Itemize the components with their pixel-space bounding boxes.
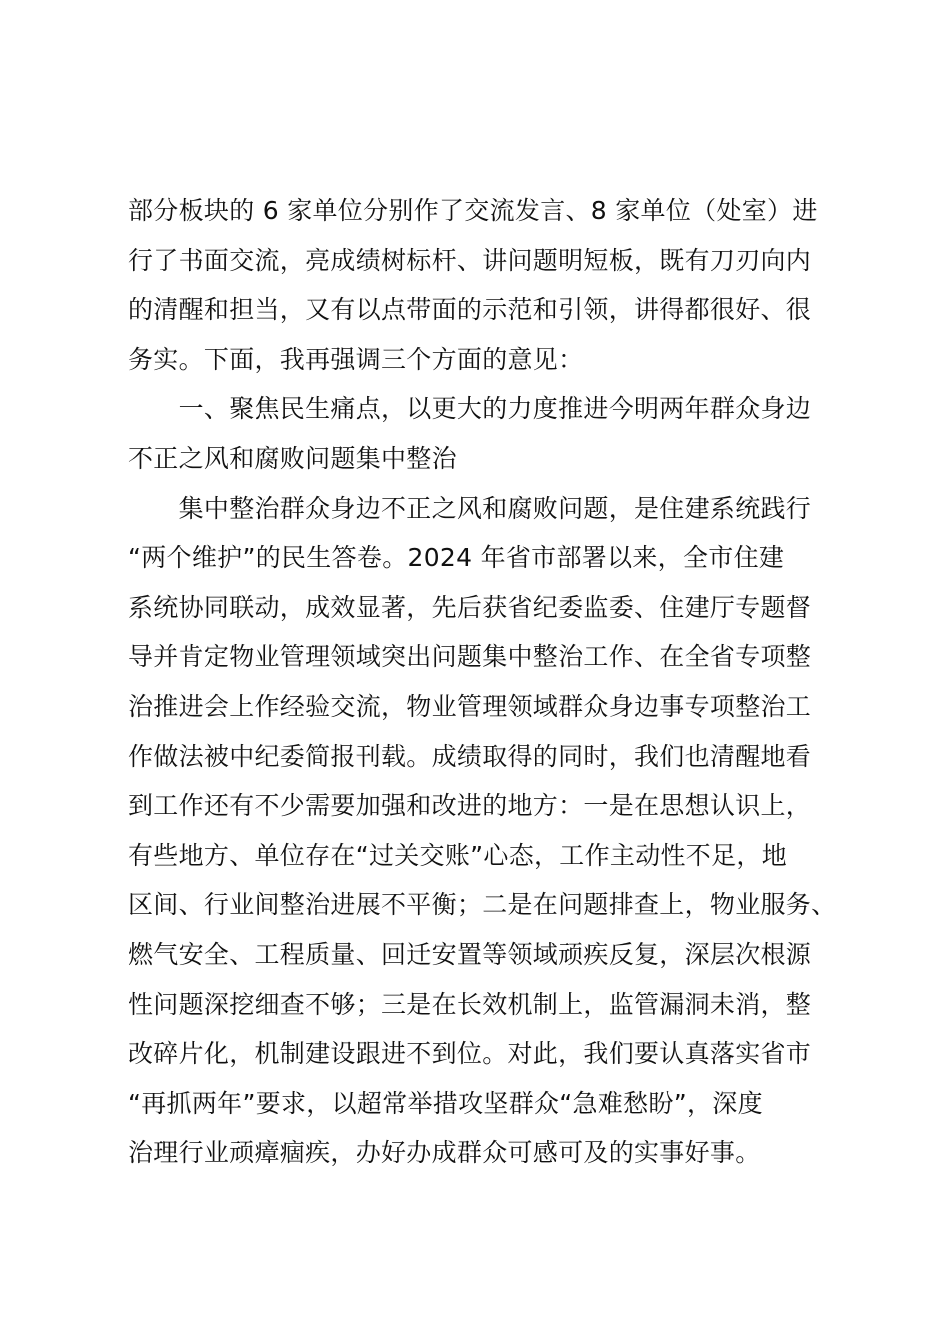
text-line: 燃气安全、工程质量、回迁安置等领域顽疾反复，深层次根源 [128, 939, 812, 969]
text-line: 治理行业顽瘴痼疾，办好办成群众可感可及的实事好事。 [128, 1138, 761, 1168]
text-line: “再抓两年”要求，以超常举措攻坚群众“急难愁盼”，深度 [128, 1088, 763, 1118]
text-line: 改碎片化，机制建设跟进不到位。对此，我们要认真落实省市 [128, 1039, 812, 1069]
text-line: 的清醒和担当，又有以点带面的示范和引领，讲得都很好、很 [128, 295, 812, 325]
section-heading-line: 不正之风和腐败问题集中整治 [128, 443, 457, 473]
text-line: 性问题深挖细查不够；三是在长效机制上，监管漏洞未消，整 [128, 989, 812, 1019]
text-line: 到工作还有不少需要加强和改进的地方：一是在思想认识上， [128, 791, 812, 821]
text-line: 作做法被中纪委简报刊载。成绩取得的同时，我们也清醒地看 [128, 741, 812, 771]
text-line: 区间、行业间整治进展不平衡；二是在问题排查上，物业服务、 [128, 890, 837, 920]
text-line: 部分板块的 6 家单位分别作了交流发言、8 家单位（处室）进 [128, 196, 818, 225]
text-line: 系统协同联动，成效显著，先后获省纪委监委、住建厅专题督 [128, 592, 812, 622]
text-line: 行了书面交流，亮成绩树标杆、讲问题明短板，既有刀刃向内 [128, 245, 812, 275]
section-heading-line: 一、聚焦民生痛点，以更大的力度推进今明两年群众身边 [128, 394, 812, 424]
text-line: 务实。下面，我再强调三个方面的意见： [128, 344, 584, 374]
text-line: 导并肯定物业管理领域突出问题集中整治工作、在全省专项整 [128, 642, 812, 672]
text-line: 集中整治群众身边不正之风和腐败问题，是住建系统践行 [128, 493, 812, 523]
text-line: “两个维护”的民生答卷。2024 年省市部署以来，全市住建 [128, 543, 785, 573]
text-line: 有些地方、单位存在“过关交账”心态，工作主动性不足，地 [128, 840, 788, 870]
text-line: 治推进会上作经验交流，物业管理领域群众身边事专项整治工 [128, 691, 812, 721]
body-text [128, 186, 848, 1178]
